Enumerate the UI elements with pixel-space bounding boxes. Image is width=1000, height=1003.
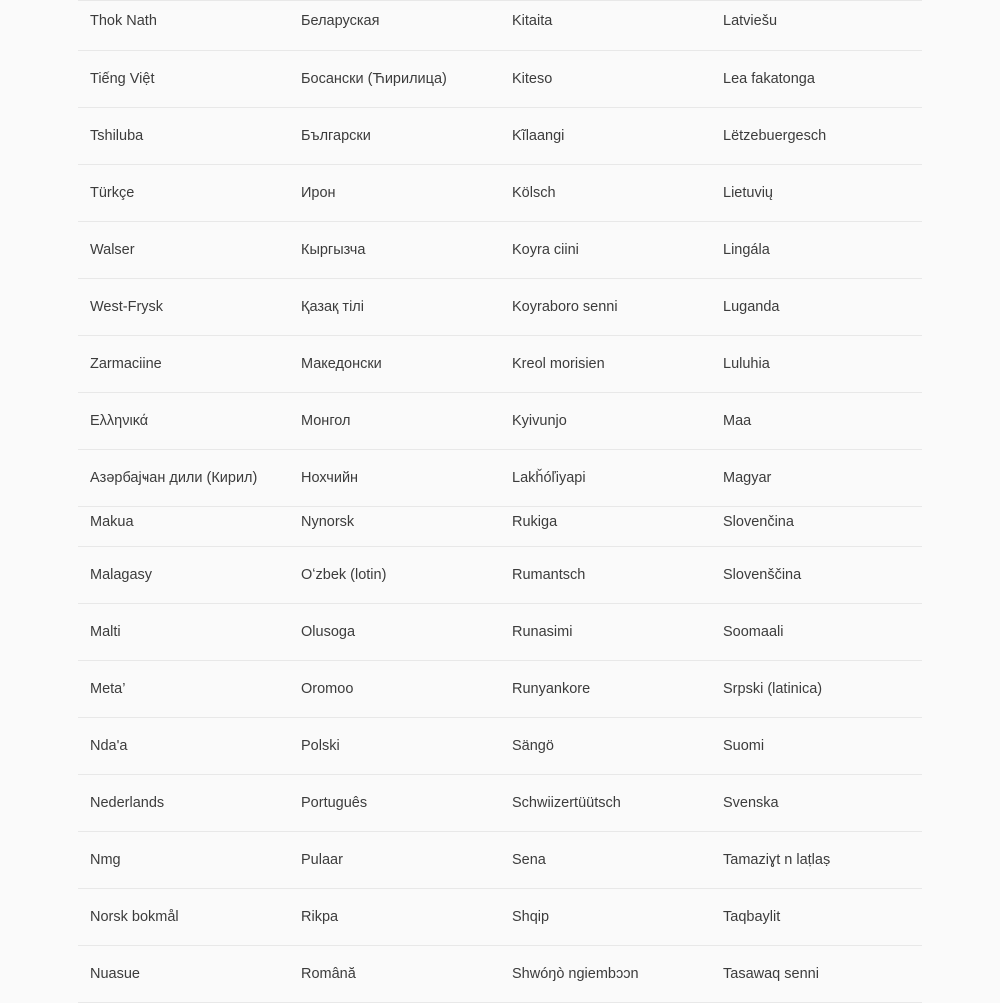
language-option[interactable]: Türkçe — [90, 185, 135, 201]
language-option[interactable]: Latviešu — [723, 13, 778, 29]
language-option[interactable]: Norsk bokmål — [90, 909, 179, 925]
language-option[interactable]: Srpski (latinica) — [723, 681, 823, 697]
language-option[interactable]: Kitaita — [512, 13, 553, 29]
language-option[interactable]: Zarmaciine — [90, 356, 162, 372]
language-row — [78, 889, 922, 946]
language-option[interactable]: Беларуская — [301, 13, 380, 29]
language-option[interactable]: Қазақ тілі — [301, 299, 364, 315]
language-option[interactable]: Shqip — [512, 909, 550, 925]
language-option[interactable]: Sena — [512, 852, 546, 868]
language-option[interactable]: Slovenčina — [723, 514, 794, 530]
language-option[interactable]: Nmg — [90, 852, 121, 868]
language-option[interactable]: Азәрбајҹан дили (Кирил) — [90, 470, 258, 486]
language-option[interactable]: Walser — [90, 242, 135, 258]
language-option[interactable]: Кыргызча — [301, 242, 366, 258]
language-option[interactable]: Lëtzebuergesch — [723, 128, 827, 144]
language-option[interactable]: Koyra ciini — [512, 242, 579, 258]
language-option[interactable]: Oromoo — [301, 681, 354, 697]
language-option[interactable]: Malti — [90, 624, 121, 640]
language-option[interactable]: Lingála — [723, 242, 770, 258]
language-option[interactable]: Kreol morisien — [512, 356, 605, 372]
language-row — [78, 547, 922, 604]
language-option[interactable]: Taqbaylit — [723, 909, 781, 925]
language-option[interactable]: Meta’ — [90, 681, 126, 697]
language-option[interactable]: Runyankore — [512, 681, 591, 697]
language-option[interactable]: Maa — [723, 413, 752, 429]
language-row — [78, 507, 922, 547]
language-option[interactable]: Malagasy — [90, 567, 153, 583]
language-row — [78, 393, 922, 450]
language-option[interactable]: Монгол — [301, 413, 351, 429]
language-row — [78, 775, 922, 832]
language-option[interactable]: Schwiizertüütsch — [512, 795, 621, 811]
language-option[interactable]: Luluhia — [723, 356, 770, 372]
language-option[interactable]: Makua — [90, 514, 134, 530]
language-option[interactable]: Kyivunjo — [512, 413, 567, 429]
language-option[interactable]: Rukiga — [512, 514, 558, 530]
language-row — [78, 336, 922, 393]
language-option[interactable]: Lietuvių — [723, 185, 773, 201]
language-option[interactable]: Oʻzbek (lotin) — [301, 567, 387, 583]
language-option[interactable]: Tasawaq senni — [723, 966, 819, 982]
language-option[interactable]: Runasimi — [512, 624, 573, 640]
language-option[interactable]: Kiteso — [512, 71, 553, 87]
language-option[interactable]: Kĩlaangi — [512, 128, 565, 144]
language-option[interactable]: Polski — [301, 738, 340, 754]
language-option[interactable]: Rikpa — [301, 909, 339, 925]
language-row — [78, 604, 922, 661]
language-option[interactable]: Koyraboro senni — [512, 299, 618, 315]
language-option[interactable]: Македонски — [301, 356, 382, 372]
language-row — [78, 51, 922, 108]
language-option[interactable]: Română — [301, 966, 356, 982]
language-option[interactable]: Tshiluba — [90, 128, 144, 144]
language-option[interactable]: Soomaali — [723, 624, 784, 640]
language-option[interactable]: West-Frysk — [90, 299, 164, 315]
language-option[interactable]: Nuasue — [90, 966, 140, 982]
language-option[interactable]: Ελληνικά — [90, 413, 149, 429]
language-row — [78, 0, 922, 51]
language-option[interactable]: Nynorsk — [301, 514, 355, 530]
language-option[interactable]: Pulaar — [301, 852, 343, 868]
language-option[interactable]: Rumantsch — [512, 567, 586, 583]
language-row — [78, 165, 922, 222]
language-option[interactable]: Tamaziɣt n laṭlaṣ — [723, 852, 831, 868]
language-option[interactable]: Svenska — [723, 795, 779, 811]
language-option[interactable]: Lakȟóľiyapi — [512, 470, 586, 486]
language-option[interactable]: Shwóŋò ngiembɔɔn — [512, 966, 639, 982]
language-row — [78, 108, 922, 165]
language-row — [78, 222, 922, 279]
language-row — [78, 946, 922, 1003]
language-option[interactable]: Olusoga — [301, 624, 356, 640]
language-option[interactable]: Нохчийн — [301, 470, 359, 486]
language-option[interactable]: Босански (Ћирилица) — [301, 71, 447, 87]
language-option[interactable]: Nederlands — [90, 795, 165, 811]
language-option[interactable]: Magyar — [723, 470, 772, 486]
language-option[interactable]: Thok Nath — [90, 13, 157, 29]
language-option[interactable]: Português — [301, 795, 368, 811]
language-option[interactable]: Luganda — [723, 299, 780, 315]
language-row — [78, 832, 922, 889]
language-option[interactable]: Nda'a — [90, 738, 128, 754]
language-option[interactable]: Ирон — [301, 185, 336, 201]
language-option[interactable]: Tiếng Việt — [90, 71, 155, 87]
language-option[interactable]: Kölsch — [512, 185, 556, 201]
language-option[interactable]: Lea fakatonga — [723, 71, 815, 87]
language-row — [78, 450, 922, 507]
language-row — [78, 279, 922, 336]
language-option[interactable]: Български — [301, 128, 371, 144]
language-option[interactable]: Slovenščina — [723, 567, 802, 583]
language-option[interactable]: Suomi — [723, 738, 765, 754]
language-row — [78, 718, 922, 775]
language-option[interactable]: Sängö — [512, 738, 554, 754]
language-row — [78, 661, 922, 718]
